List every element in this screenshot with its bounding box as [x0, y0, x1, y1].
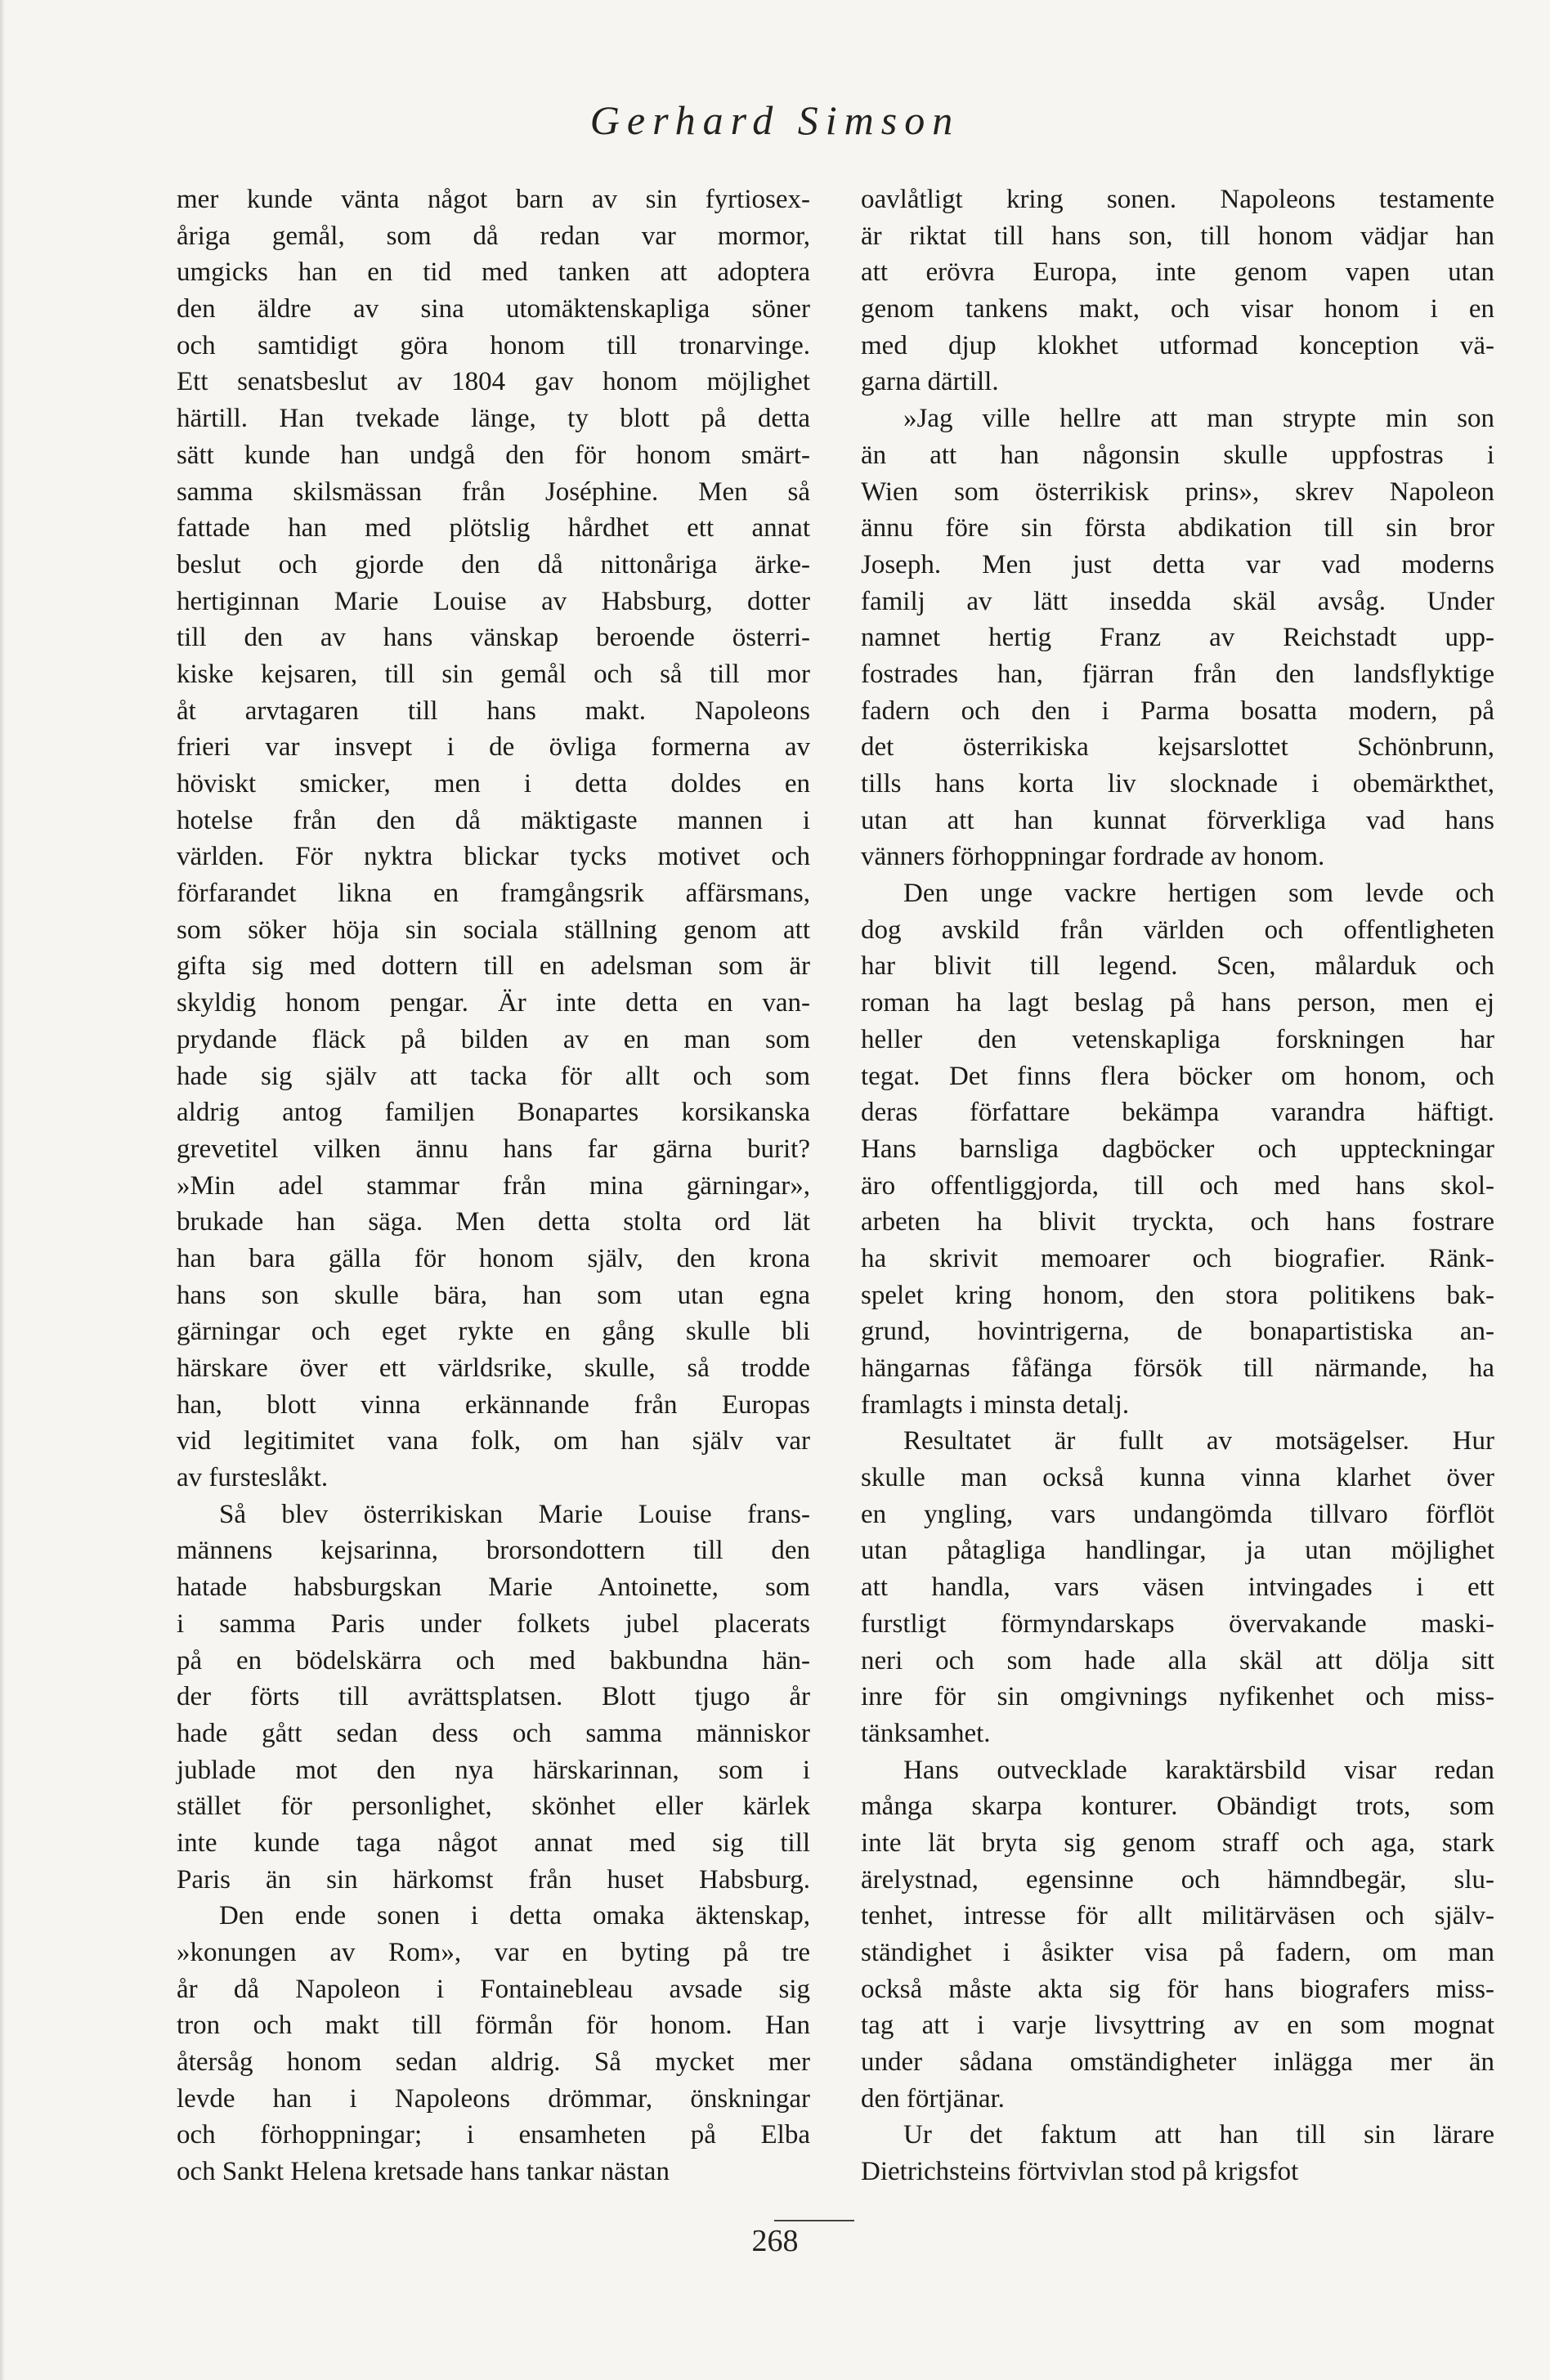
- text-line: Wien som österrikisk prins», skrev Napoleon: [861, 476, 1494, 507]
- text-line: är riktat till hans son, till honom vädjar han: [861, 221, 1494, 251]
- text-line: utan att han kunnat förverkliga vad hans: [861, 805, 1494, 835]
- text-line: fostrades han, fjärran från den landsflyktige: [861, 659, 1494, 689]
- text-line: inte lät bryta sig genom straff och aga, stark: [861, 1828, 1494, 1858]
- text-line: stället för personlighet, skönhet eller kärlek: [177, 1792, 810, 1822]
- text-line: på en bödelskärra och med bakbundna hän-: [177, 1645, 810, 1675]
- text-line: en yngling, vars undangömda tillvaro förflöt: [861, 1499, 1494, 1529]
- text-line: och Sankt Helena kretsade hans tankar nästan: [177, 2157, 670, 2187]
- text-line: Dietrichsteins förtvivlan stod på krigsfot: [861, 2157, 1299, 2187]
- text-line: återsåg honom sedan aldrig. Så mycket mer: [177, 2047, 810, 2078]
- text-line: der förts till avrättsplatsen. Blott tjugo år: [177, 1682, 810, 1712]
- text-line: Den ende sonen i detta omaka äktenskap,: [219, 1901, 810, 1931]
- text-line: »Min adel stammar från mina gärningar»,: [177, 1170, 810, 1201]
- text-line: Den unge vackre hertigen som levde och: [903, 879, 1494, 909]
- text-line: som söker höja sin sociala ställning genom att: [177, 915, 810, 945]
- page-number: 268: [751, 2224, 799, 2258]
- text-line: tänksamhet.: [861, 1718, 991, 1748]
- text-line: Ett senatsbeslut av 1804 gav honom möjlighet: [177, 367, 810, 397]
- text-line: och samtidigt göra honom till tronarvinge.: [177, 330, 810, 360]
- text-line: hade sig själv att tacka för allt och som: [177, 1061, 810, 1091]
- text-line: grund, hovintrigerna, de bonapartistiska an-: [861, 1317, 1494, 1347]
- right-column: [861, 181, 1494, 2190]
- text-line: härskare över ett världsrike, skulle, så trodde: [177, 1353, 810, 1383]
- running-head: Gerhard Simson: [589, 97, 961, 143]
- text-line: inre för sin omgivnings nyfikenhet och miss-: [861, 1682, 1494, 1712]
- text-line: av fursteslåkt.: [177, 1463, 329, 1493]
- text-line: tills hans korta liv slocknade i obemärkthet,: [861, 769, 1494, 799]
- text-line: »Jag ville hellre att man strypte min son: [903, 404, 1494, 434]
- text-line: sätt kunde han undgå den för honom smärt-: [177, 440, 810, 470]
- text-line: Hans barnsliga dagböcker och uppteckningar: [861, 1134, 1494, 1164]
- text-line: år då Napoleon i Fontainebleau avsade sig: [177, 1974, 810, 2004]
- text-line: den äldre av sina utomäktenskapliga söner: [177, 294, 810, 324]
- text-line: fattade han med plötslig hårdhet ett annat: [177, 513, 810, 544]
- text-line: aldrig antog familjen Bonapartes korsikanska: [177, 1098, 810, 1128]
- text-line: än att han någonsin skulle uppfostras i: [861, 440, 1494, 470]
- text-line: beslut och gjorde den då nittonåriga ärke-: [177, 549, 810, 579]
- text-line: Ur det faktum att han till sin lärare: [903, 2120, 1494, 2150]
- text-line: han, blott vinna erkännande från Europas: [177, 1389, 810, 1420]
- text-line: utan påtagliga handlingar, ja utan möjlighet: [861, 1536, 1494, 1566]
- text-line: hans son skulle bära, han som utan egna: [177, 1280, 810, 1310]
- text-line: i samma Paris under folkets jubel placerats: [177, 1608, 810, 1639]
- text-line: hängarnas fåfänga försök till närmande, ha: [861, 1353, 1494, 1383]
- text-line: Hans outvecklade karaktärsbild visar redan: [903, 1755, 1494, 1785]
- text-line: åt arvtagaren till hans makt. Napoleons: [177, 696, 810, 726]
- text-line: namnet hertig Franz av Reichstadt upp-: [861, 623, 1494, 653]
- text-line: tenhet, intresse för allt militärväsen och själv-: [861, 1901, 1494, 1931]
- text-line: deras författare bekämpa varandra häftigt.: [861, 1098, 1494, 1128]
- text-line: att erövra Europa, inte genom vapen utan: [861, 257, 1494, 288]
- text-line: ha skrivit memoarer och biografier. Ränk-: [861, 1243, 1494, 1273]
- footer-rule: [774, 2220, 854, 2221]
- text-line: familj av lätt insedda skäl avsåg. Under: [861, 586, 1494, 616]
- text-line: Resultatet är fullt av motsägelser. Hur: [903, 1426, 1494, 1456]
- text-line: heller den vetenskapliga forskningen har: [861, 1024, 1494, 1054]
- text-line: brukade han säga. Men detta stolta ord lät: [177, 1207, 810, 1237]
- text-line: vid legitimitet vana folk, om han själv var: [177, 1426, 810, 1456]
- text-line: tag att i varje livsyttring av en som mognat: [861, 2011, 1494, 2041]
- text-line: umgicks han en tid med tanken att adoptera: [177, 257, 810, 288]
- text-line: ständighet i åsikter visa på fadern, om man: [861, 1938, 1494, 1967]
- text-line: tron och makt till förmån för honom. Han: [177, 2011, 810, 2041]
- text-line: genom tankens makt, och visar honom i en: [861, 294, 1494, 324]
- text-line: till den av hans vänskap beroende österri-: [177, 623, 810, 653]
- text-line: arbeten ha blivit tryckta, och hans fostrare: [861, 1207, 1494, 1237]
- text-line: Joseph. Men just detta var vad moderns: [861, 549, 1494, 579]
- text-line: under sådana omständigheter inlägga mer än: [861, 2047, 1494, 2078]
- text-line: skyldig honom pengar. Är inte detta en van-: [177, 988, 810, 1018]
- text-line: äro offentliggjorda, till och med hans skol-: [861, 1170, 1494, 1201]
- text-line: med djup klokhet utformad konception vä-: [861, 330, 1494, 360]
- text-line: vänners förhoppningar fordrade av honom.: [861, 842, 1325, 872]
- text-line: gärningar och eget rykte en gång skulle bli: [177, 1317, 810, 1347]
- text-line: spelet kring honom, den stora politikens bak-: [861, 1280, 1494, 1310]
- text-line: världen. För nyktra blickar tycks motivet och: [177, 842, 810, 872]
- text-line: och förhoppningar; i ensamheten på Elba: [177, 2120, 810, 2150]
- text-line: inte kunde taga något annat med sig till: [177, 1828, 810, 1858]
- text-line: garna därtill.: [861, 367, 999, 397]
- text-line: mer kunde vänta något barn av sin fyrtiosex-: [177, 185, 810, 214]
- text-line: samma skilsmässan från Joséphine. Men så: [177, 476, 810, 507]
- text-line: furstligt förmyndarskaps övervakande maski-: [861, 1608, 1494, 1639]
- text-line: många skarpa konturer. Obändigt trots, som: [861, 1792, 1494, 1822]
- text-line: roman ha lagt beslag på hans person, men ej: [861, 988, 1494, 1018]
- text-line: åriga gemål, som då redan var mormor,: [177, 221, 810, 251]
- text-line: skulle man också kunna vinna klarhet över: [861, 1463, 1494, 1493]
- text-line: också måste akta sig för hans biografers miss-: [861, 1974, 1494, 2004]
- text-line: han bara gälla för honom själv, den krona: [177, 1243, 810, 1273]
- text-line: kiske kejsaren, till sin gemål och så till mor: [177, 659, 810, 689]
- text-line: »konungen av Rom», var en byting på tre: [177, 1938, 810, 1967]
- text-line: förfarandet likna en framgångsrik affärsmans,: [177, 879, 810, 909]
- text-line: frieri var insvept i de övliga formerna av: [177, 732, 810, 763]
- text-line: hatade habsburgskan Marie Antoinette, som: [177, 1572, 810, 1603]
- text-line: fadern och den i Parma bosatta modern, på: [861, 696, 1494, 726]
- text-line: grevetitel vilken ännu hans far gärna burit?: [177, 1134, 810, 1164]
- text-line: levde han i Napoleons drömmar, önskningar: [177, 2083, 810, 2114]
- text-line: prydande fläck på bilden av en man som: [177, 1024, 810, 1054]
- text-line: männens kejsarinna, brorsondottern till den: [177, 1536, 810, 1566]
- text-line: dog avskild från världen och offentligheten: [861, 915, 1494, 945]
- text-line: hade gått sedan dess och samma människor: [177, 1718, 810, 1748]
- text-line: det österrikiska kejsarslottet Schönbrunn,: [861, 732, 1494, 763]
- text-line: den förtjänar.: [861, 2083, 1005, 2114]
- text-line: hotelse från den då mäktigaste mannen i: [177, 805, 810, 835]
- text-line: ännu före sin första abdikation till sin bror: [861, 513, 1494, 544]
- page-edge: [0, 0, 5, 2380]
- text-line: ärelystnad, egensinne och hämndbegär, slu-: [861, 1864, 1494, 1895]
- text-line: oavlåtligt kring sonen. Napoleons testamente: [861, 185, 1494, 214]
- text-line: gifta sig med dottern till en adelsman som är: [177, 951, 810, 982]
- text-line: att handla, vars väsen intvingades i ett: [861, 1572, 1494, 1603]
- text-line: jublade mot den nya härskarinnan, som i: [177, 1755, 810, 1785]
- text-line: har blivit till legend. Scen, målarduk och: [861, 951, 1494, 982]
- text-line: höviskt smicker, men i detta doldes en: [177, 769, 810, 799]
- text-line: Paris än sin härkomst från huset Habsburg.: [177, 1864, 810, 1895]
- text-line: Så blev österrikiskan Marie Louise frans-: [219, 1499, 810, 1529]
- text-line: hertiginnan Marie Louise av Habsburg, dotter: [177, 586, 810, 616]
- text-line: neri och som hade alla skäl att dölja sitt: [861, 1645, 1494, 1675]
- text-line: härtill. Han tvekade länge, ty blott på detta: [177, 404, 810, 434]
- text-line: tegat. Det finns flera böcker om honom, och: [861, 1061, 1494, 1091]
- text-line: framlagts i minsta detalj.: [861, 1389, 1130, 1420]
- left-column: [177, 181, 810, 2190]
